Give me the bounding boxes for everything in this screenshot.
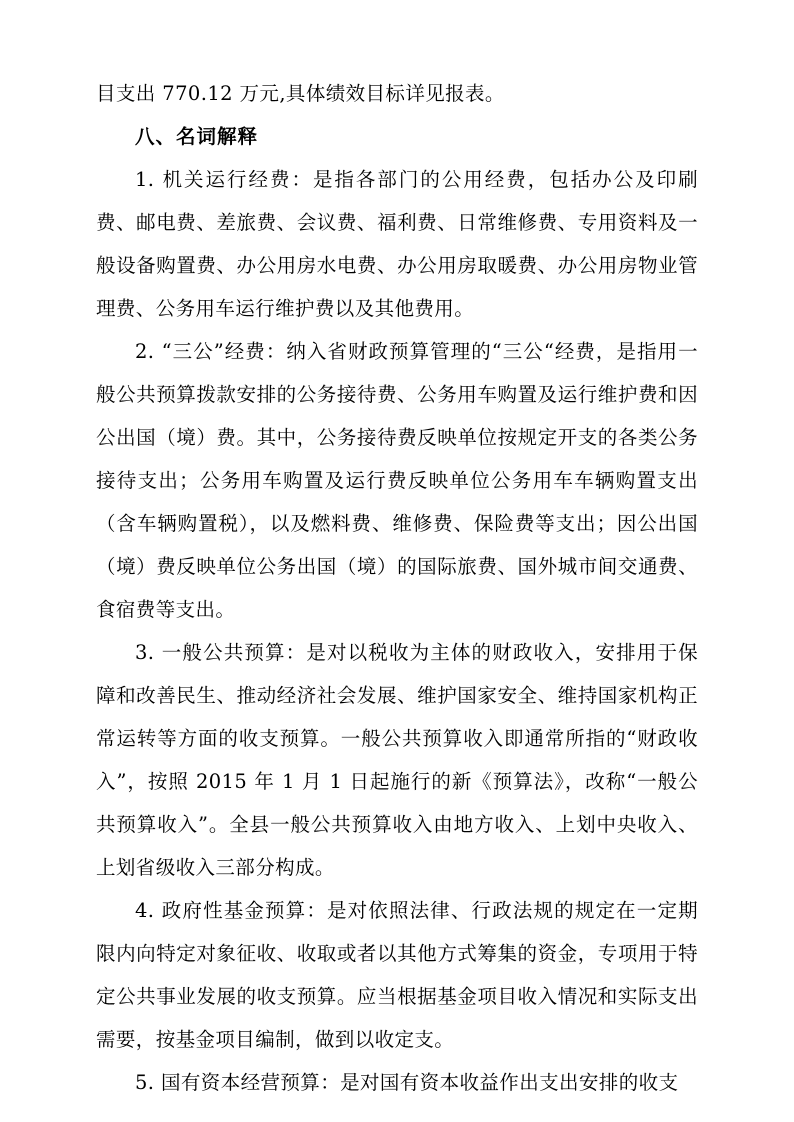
document-body [96, 72, 698, 1104]
paragraph-1: 1. 机关运行经费：是指各部门的公用经费，包括办公及印刷费、邮电费、差旅费、会议费、福利费、日常维修费、专用资料及一般设备购置费、办公用房水电费、办公用房取暖费、办公用房物业管理费、公务用车运行维护费以及其他费用。 [96, 168, 698, 320]
paragraph-2: 2. “三公”经费：纳入省财政预算管理的“三公“经费，是指用一般公共预算拨款安排的公务接待费、公务用车购置及运行维护费和因公出国（境）费。其中，公务接待费反映单位按规定开支的各类公务接待支出；公务用车购置及运行费反映单位公务用车车辆购置支出（含车辆购置税），以及燃料费、维修费、保险费等支出；因公出国（境）费反映单位公务出国（境）的国际旅费、国外城市间交通费、食宿费等支出。 [96, 340, 698, 621]
continued-paragraph: 目支出 770.12 万元,具体绩效目标详见报表。 [96, 82, 505, 105]
section-heading: 八、名词解释 [135, 125, 259, 148]
paragraph-3: 3. 一般公共预算：是对以税收为主体的财政收入，安排用于保障和改善民生、推动经济社会发展、维护国家安全、维持国家机构正常运转等方面的收支预算。一般公共预算收入即通常所指的“财政收入”，按照 2015 年 1 月 1 日起施行的新《预算法》，改称“一般公共预算收入”。全县一般公共预算收入由地方收入、上划中央收入、上划省级收入三部分构成。 [96, 641, 698, 879]
paragraph-4: 4. 政府性基金预算：是对依照法律、行政法规的规定在一定期限内向特定对象征收、收取或者以其他方式筹集的资金，专项用于特定公共事业发展的收支预算。应当根据基金项目收入情况和实际支出需要，按基金项目编制，做到以收定支。 [96, 899, 698, 1051]
paragraph-5: 5. 国有资本经营预算：是对国有资本收益作出支出安排的收支 [135, 1071, 679, 1094]
